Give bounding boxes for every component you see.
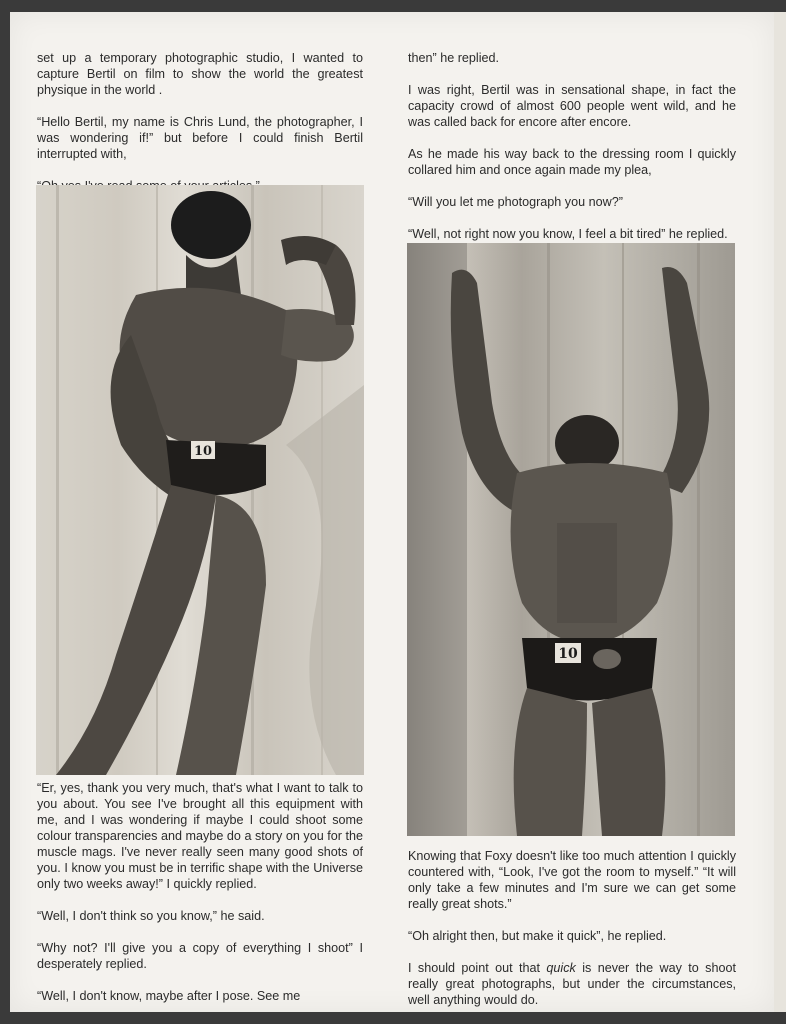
paragraph: “Oh alright then, but make it quick”, he replied.: [408, 929, 667, 943]
bodybuilder-front-pose-photo: [407, 243, 735, 836]
emphasis: quick: [546, 961, 576, 975]
paragraph: “Will you let me photograph you now?”: [408, 195, 623, 209]
bodybuilder-side-pose-illustration: [36, 185, 364, 775]
paragraph: “Well, I don't think so you know,” he said.: [37, 909, 265, 923]
paragraph: “Well, not right now you know, I feel a bit tired” he replied.: [408, 227, 728, 241]
left-column-bottom: [37, 780, 363, 1020]
right-column-bottom: [408, 848, 736, 1024]
paragraph: As he made his way back to the dressing room I quickly collared him and once again made my plea,: [408, 147, 736, 177]
text-run: I should point out that: [408, 961, 547, 975]
paragraph: “Well, I don't know, maybe after I pose. See me: [37, 989, 301, 1003]
paragraph: “Er, yes, thank you very much, that's what I want to talk to you about. You see I've brought all this equipment with me, and I was wondering if maybe I could shoot some colour transparencies and maybe do a story on you for the muscle mags. I've never really seen many good shots of you. I know you must be in terrific shape with the Universe only two weeks away!” I quickly replied.: [37, 781, 363, 891]
right-column-top: [408, 50, 736, 256]
paragraph: I was right, Bertil was in sensational shape, in fact the capacity crowd of almost 600 people went wild, and he was called back for encore after encore.: [408, 83, 736, 129]
bodybuilder-front-pose-illustration: [407, 243, 735, 836]
paragraph: [408, 960, 736, 1008]
page-edge: [774, 12, 786, 1012]
paragraph: “Hello Bertil, my name is Chris Lund, the photographer, I was wondering if!” but before I could finish Bertil interrupted with,: [37, 115, 363, 161]
paragraph: then” he replied.: [408, 51, 500, 65]
text-run: is never the way to shoot really great photographs, but under the circumstances, well anything would do.: [408, 961, 736, 1007]
paragraph: set up a temporary photographic studio, I wanted to capture Bertil on film to show the world the greatest physique in the world .: [37, 51, 363, 97]
contestant-number: 10: [558, 646, 578, 662]
bodybuilder-side-pose-photo: [36, 185, 364, 775]
paragraph: Knowing that Foxy doesn't like too much attention I quickly countered with, “Look, I've got the room to myself.” “It will only take a few minutes and I'm sure we can get some really great shots.”: [408, 849, 736, 911]
paragraph: “Why not? I'll give you a copy of everything I shoot” I desperately replied.: [37, 941, 363, 971]
contestant-number: 10: [193, 444, 213, 459]
